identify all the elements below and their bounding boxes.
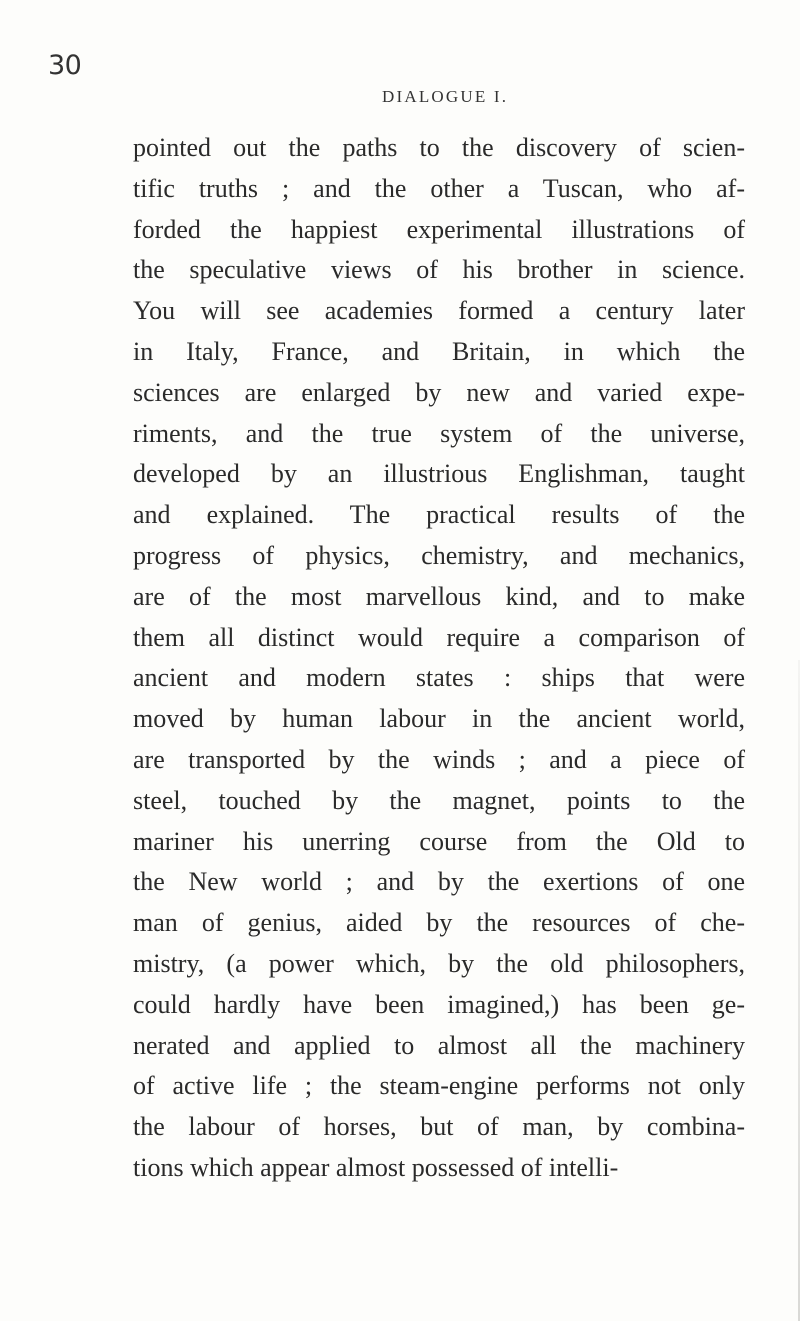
page-number: 30: [48, 50, 82, 81]
text-line: pointed out the paths to the discovery of scien-: [133, 133, 745, 162]
text-line: progress of physics, chemistry, and mechanics,: [133, 540, 745, 570]
text-line: in Italy, France, and Britain, in which the: [133, 336, 745, 366]
text-line: developed by an illustrious Englishman, taught: [133, 459, 745, 489]
text-line: are of the most marvellous kind, and to make: [133, 581, 745, 611]
text-line: moved by human labour in the ancient world,: [133, 704, 745, 734]
text-line: nerated and applied to almost all the machinery: [133, 1030, 745, 1060]
text-line: mistry, (a power which, by the old philosophers,: [133, 948, 745, 978]
text-line: tific truths ; and the other a Tuscan, who af-: [133, 173, 745, 203]
text-line: the New world ; and by the exertions of one: [133, 867, 745, 897]
text-line: the speculative views of his brother in science.: [133, 255, 745, 285]
text-line: of active life ; the steam-engine performs not only: [133, 1071, 745, 1101]
text-line: tions which appear almost possessed of intelli-: [133, 1152, 619, 1182]
text-line: are transported by the winds ; and a piece of: [133, 744, 745, 774]
text-line: riments, and the true system of the universe,: [133, 418, 745, 448]
text-line: ancient and modern states : ships that were: [133, 663, 745, 693]
body-text: [133, 128, 745, 1189]
text-line: and explained. The practical results of the: [133, 500, 745, 530]
text-line: You will see academies formed a century later: [133, 296, 745, 326]
text-line: man of genius, aided by the resources of che-: [133, 908, 745, 938]
text-line: forded the happiest experimental illustrations of: [133, 214, 745, 244]
text-line: sciences are enlarged by new and varied expe-: [133, 377, 745, 407]
text-line: could hardly have been imagined,) has been ge-: [133, 989, 745, 1019]
text-line: mariner his unerring course from the Old to: [133, 826, 745, 856]
running-head: DIALOGUE I.: [382, 87, 509, 106]
text-line: steel, touched by the magnet, points to the: [133, 785, 745, 815]
text-line: the labour of horses, but of man, by combina-: [133, 1112, 745, 1142]
text-line: them all distinct would require a comparison of: [133, 622, 745, 652]
